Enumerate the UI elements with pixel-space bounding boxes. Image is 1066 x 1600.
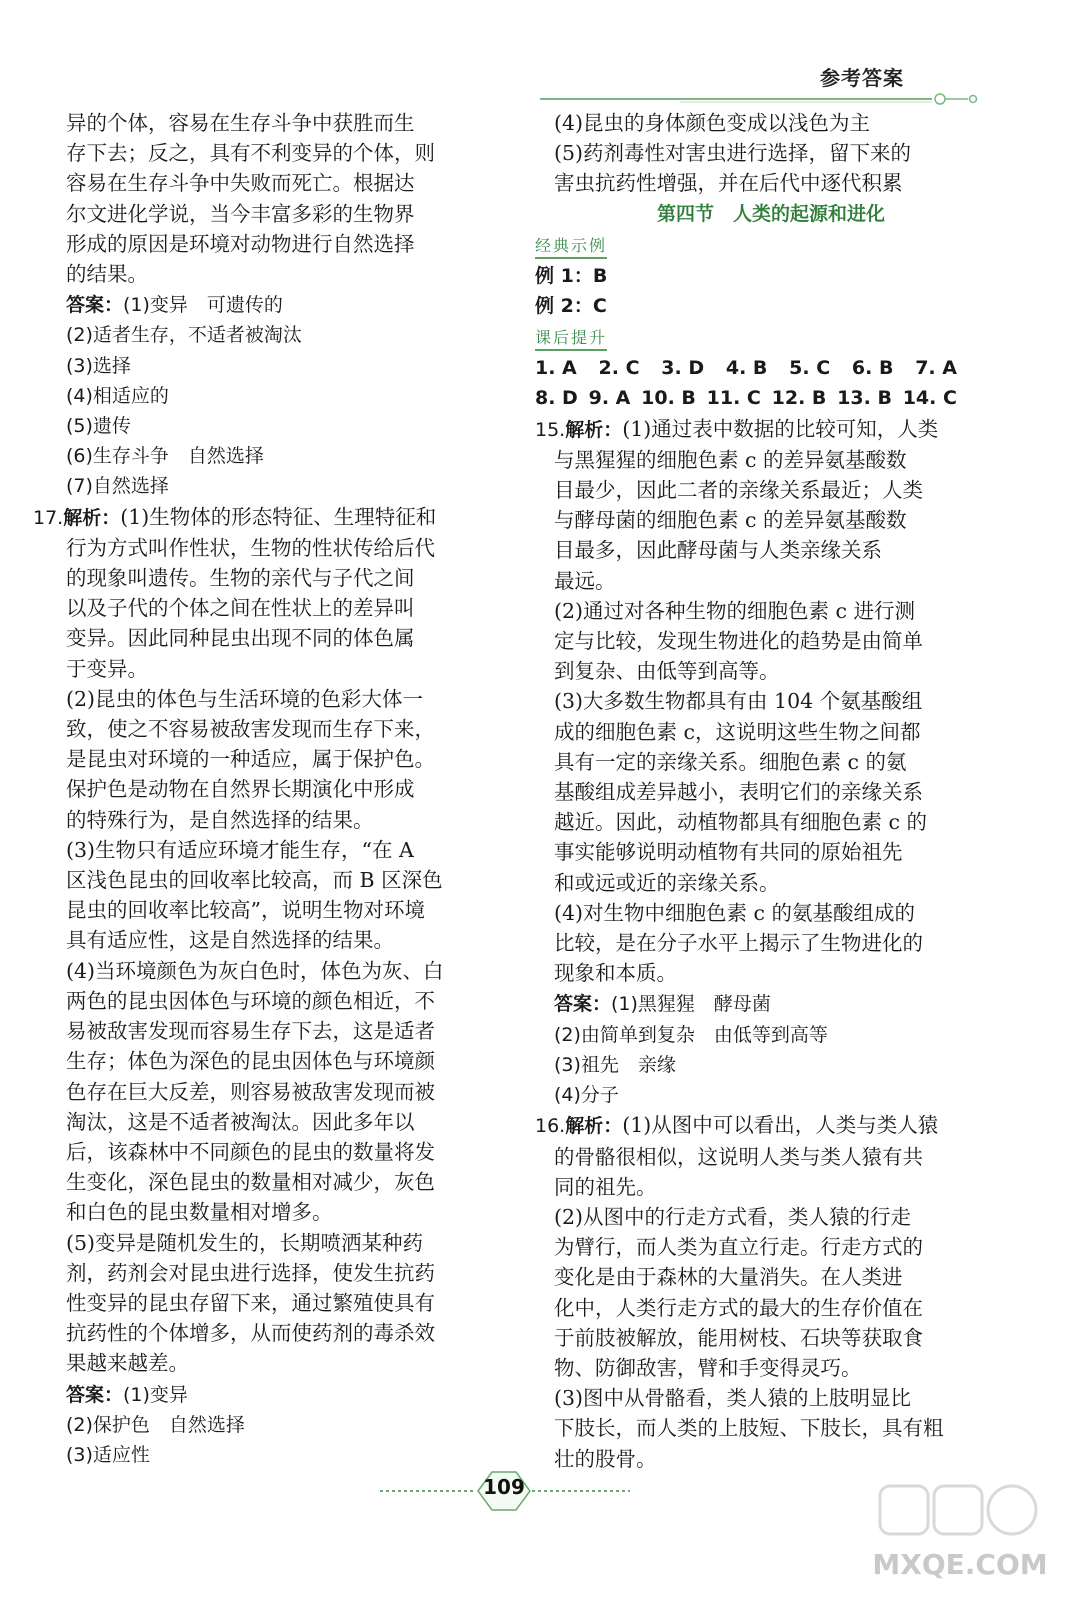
text-line: 成的细胞色素 c，这说明这些生物之间都 (554, 719, 921, 744)
answer-item: (3)选择 (66, 354, 131, 377)
text-line: (4)昆虫的身体颜色变成以浅色为主 (554, 111, 871, 135)
right-column (535, 108, 987, 1474)
text-line: (2)通过对各种生物的细胞色素 c 进行测 (554, 598, 916, 623)
example-answer: 例 2：C (535, 295, 607, 318)
text-line: 具有适应性，这是自然选择的结果。 (66, 928, 394, 953)
text-line: 为臂行，而人类为直立行走。行走方式的 (554, 1235, 923, 1260)
text-line: 壮的股骨。 (554, 1446, 657, 1471)
text-line: 是昆虫对环境的一种适应，属于保护色。 (66, 747, 435, 772)
text-line: 越近。因此，动植物都具有细胞色素 c 的 (554, 810, 928, 835)
watermark-logo (870, 1478, 1050, 1588)
text-line: 具有一定的亲缘关系。细胞色素 c 的氨 (554, 749, 907, 774)
answer-item: (4)相适应的 (66, 384, 169, 407)
text-line: 害虫抗药性增强，并在后代中逐代积累 (554, 171, 903, 196)
question-16-first-line (535, 1110, 987, 1141)
question-15-first-line (535, 414, 987, 445)
answer-line (66, 1379, 518, 1410)
question-number: 17. (33, 506, 64, 529)
choice-answer: 1. A (535, 357, 577, 380)
text-line: 存下去；反之，具有不利变异的个体，则 (66, 141, 435, 166)
text-line: 后，该森林中不同颜色的昆虫的数量将发 (66, 1139, 435, 1164)
text-line: 目最多，因此酵母菌与人类亲缘关系 (554, 538, 882, 563)
text-line: 两色的昆虫因体色与环境的颜色相近，不 (66, 988, 435, 1013)
text-line: 的结果。 (66, 262, 148, 287)
answer-item: (5)遗传 (66, 415, 131, 438)
header-decoration (540, 92, 980, 106)
text-line: 目最少，因此二者的亲缘关系最近；人类 (554, 478, 923, 503)
text-line: 色存在巨大反差，则容易被敌害发现而被 (66, 1079, 435, 1104)
text-line: (1)从图中可以看出，人类与类人猿 (622, 1113, 939, 1138)
example-answer: 例 1：B (535, 264, 608, 287)
answer-item: (2)保护色 自然选择 (66, 1413, 245, 1436)
text-line: 的特殊行为，是自然选择的结果。 (66, 807, 374, 832)
choice-answer: 4. B (725, 357, 768, 380)
text-line: 变化是由于森林的大量消失。在人类进 (554, 1265, 903, 1290)
answer-item: (6)生存斗争 自然选择 (66, 445, 264, 468)
text-line: 下肢长，而人类的上肢短、下肢长，具有粗 (554, 1416, 944, 1441)
text-line: (5)药剂毒性对害虫进行选择，留下来的 (554, 141, 912, 166)
tag-classic-examples: 经典示例 (535, 235, 607, 259)
answer-item: (3)适应性 (66, 1443, 150, 1466)
choice-answer: 11. C (706, 387, 761, 410)
text-line: 生存；体色为深色的昆虫因体色与环境颜 (66, 1049, 435, 1074)
text-line: 易被敌害发现而容易生存下去，这是适者 (66, 1019, 435, 1044)
text-line: 于变异。 (66, 656, 148, 681)
choice-answer: 7. A (915, 357, 957, 380)
text-line: 抗药性的个体增多，从而使药剂的毒杀效 (66, 1321, 435, 1346)
answer-item: (1)变异 (123, 1383, 188, 1406)
analysis-label: 解析： (63, 506, 121, 529)
text-line: 以及子代的个体之间在性状上的差异叫 (66, 596, 415, 621)
question-number: 15. (535, 418, 566, 441)
text-line: 形成的原因是环境对动物进行自然选择 (66, 231, 415, 256)
choice-answer: 3. D (661, 357, 705, 380)
text-line: 与酵母菌的细胞色素 c 的差异氨基酸数 (554, 508, 907, 533)
text-line: 变异。因此同种昆虫出现不同的体色属 (66, 626, 415, 651)
text-line: 淘汰，这是不适者被淘汰。因此多年以 (66, 1109, 415, 1134)
choice-answers-row (535, 383, 987, 413)
answer-label: 答案： (554, 993, 612, 1016)
text-line: (2)从图中的行走方式看，类人猿的行走 (554, 1204, 912, 1229)
answer-item: (2)适者生存，不适者被淘汰 (66, 324, 302, 347)
text-line: 的现象叫遗传。生物的亲代与子代之间 (66, 566, 415, 591)
text-line: (1)通过表中数据的比较可知，人类 (622, 416, 939, 441)
text-line: 定与比较，发现生物进化的趋势是由简单 (554, 629, 923, 654)
text-line: 同的祖先。 (554, 1174, 657, 1199)
text-line: 保护色是动物在自然界长期演化中形成 (66, 777, 415, 802)
text-line: (4)对生物中细胞色素 c 的氨基酸组成的 (554, 900, 916, 925)
text-line: 化中，人类行走方式的最大的生存价值在 (554, 1295, 923, 1320)
answer-label: 答案： (66, 294, 124, 317)
text-line: 生变化，深色昆虫的数量相对减少，灰色 (66, 1170, 435, 1195)
text-line: 区浅色昆虫的回收率比较高，而 B 区深色 (66, 868, 443, 893)
text-line: 现象和本质。 (554, 961, 677, 986)
text-line: 行为方式叫作性状，生物的性状传给后代 (66, 535, 435, 560)
text-line: 致，使之不容易被敌害发现而生存下来， (66, 717, 435, 742)
text-line: (3)生物只有适应环境才能生存，“在 A (66, 837, 414, 862)
text-line: 昆虫的回收率比较高”，说明生物对环境 (66, 898, 425, 923)
analysis-label: 解析： (565, 1115, 623, 1138)
text-line: 事实能够说明动植物有共同的原始祖先 (554, 840, 903, 865)
choice-answer: 10. B (641, 387, 696, 410)
text-line: 果越来越差。 (66, 1351, 189, 1376)
text-line: 到复杂、由低等到高等。 (554, 659, 780, 684)
text-line: 与黑猩猩的细胞色素 c 的差异氨基酸数 (554, 447, 907, 472)
text-line: (3)大多数生物都具有由 104 个氨基酸组 (554, 689, 923, 714)
text-line: 容易在生存斗争中失败而死亡。根据达 (66, 171, 415, 196)
text-line: 尔文进化学说，当今丰富多彩的生物界 (66, 201, 415, 226)
answer-item: (4)分子 (554, 1084, 619, 1107)
header-title: 参考答案 (820, 66, 904, 90)
choice-answer: 5. C (789, 357, 831, 380)
text-line: 异的个体，容易在生存斗争中获胜而生 (66, 111, 415, 135)
tag-after-class: 课后提升 (535, 327, 607, 351)
answer-item: (7)自然选择 (66, 475, 169, 498)
text-line: 最远。 (554, 568, 616, 593)
text-line: 和白色的昆虫数量相对增多。 (66, 1200, 333, 1225)
question-number: 16. (535, 1115, 566, 1138)
answer-line (535, 988, 987, 1019)
answer-item: (1)变异 可遗传的 (123, 294, 283, 317)
answer-item: (2)由简单到复杂 由低等到高等 (554, 1023, 828, 1046)
answer-item: (1)黑猩猩 酵母菌 (611, 993, 771, 1016)
text-line: 剂，药剂会对昆虫进行选择，使发生抗药 (66, 1260, 435, 1285)
page-number: 109 (483, 1475, 525, 1499)
choice-answer: 8. D (535, 387, 578, 410)
choice-answer: 9. A (588, 387, 631, 410)
choice-answer: 6. B (851, 357, 894, 380)
text-line: (2)昆虫的体色与生活环境的色彩大体一 (66, 686, 424, 711)
section-title: 第四节 人类的起源和进化 (656, 202, 885, 225)
text-line: (3)图中从骨骼看，类人猿的上肢明显比 (554, 1386, 912, 1411)
text-line: (5)变异是随机发生的，长期喷洒某种药 (66, 1230, 424, 1255)
answer-line (66, 289, 518, 320)
text-line: 物、防御敌害，臂和手变得灵巧。 (554, 1355, 862, 1380)
text-line: 于前肢被解放，能用树枝、石块等获取食 (554, 1325, 923, 1350)
choice-answer: 12. B (771, 387, 827, 410)
text-line: (4)当环境颜色为灰白色时，体色为灰、白 (66, 958, 444, 983)
left-column (33, 108, 518, 1470)
choice-answer: 14. C (902, 387, 957, 410)
choice-answer: 2. C (598, 357, 640, 380)
text-line: 和或远或近的亲缘关系。 (554, 870, 780, 895)
text-line: 比较，是在分子水平上揭示了生物进化的 (554, 931, 923, 956)
text-line: 性变异的昆虫存留下来，通过繁殖使具有 (66, 1290, 435, 1315)
choice-answer: 13. B (837, 387, 892, 410)
text-line: 的骨骼很相似，这说明人类与类人猿有共 (554, 1144, 923, 1169)
question-17-first-line (33, 502, 518, 533)
svg-text:MXQE.COM: MXQE.COM (872, 1548, 1048, 1581)
text-line: 基酸组成差异越小，表明它们的亲缘关系 (554, 780, 923, 805)
choice-answers-row (535, 353, 987, 383)
analysis-label: 解析： (565, 418, 623, 441)
answer-item: (3)祖先 亲缘 (554, 1053, 676, 1076)
text-line: (1)生物体的形态特征、生理特征和 (120, 504, 437, 529)
answer-label: 答案： (66, 1383, 124, 1406)
